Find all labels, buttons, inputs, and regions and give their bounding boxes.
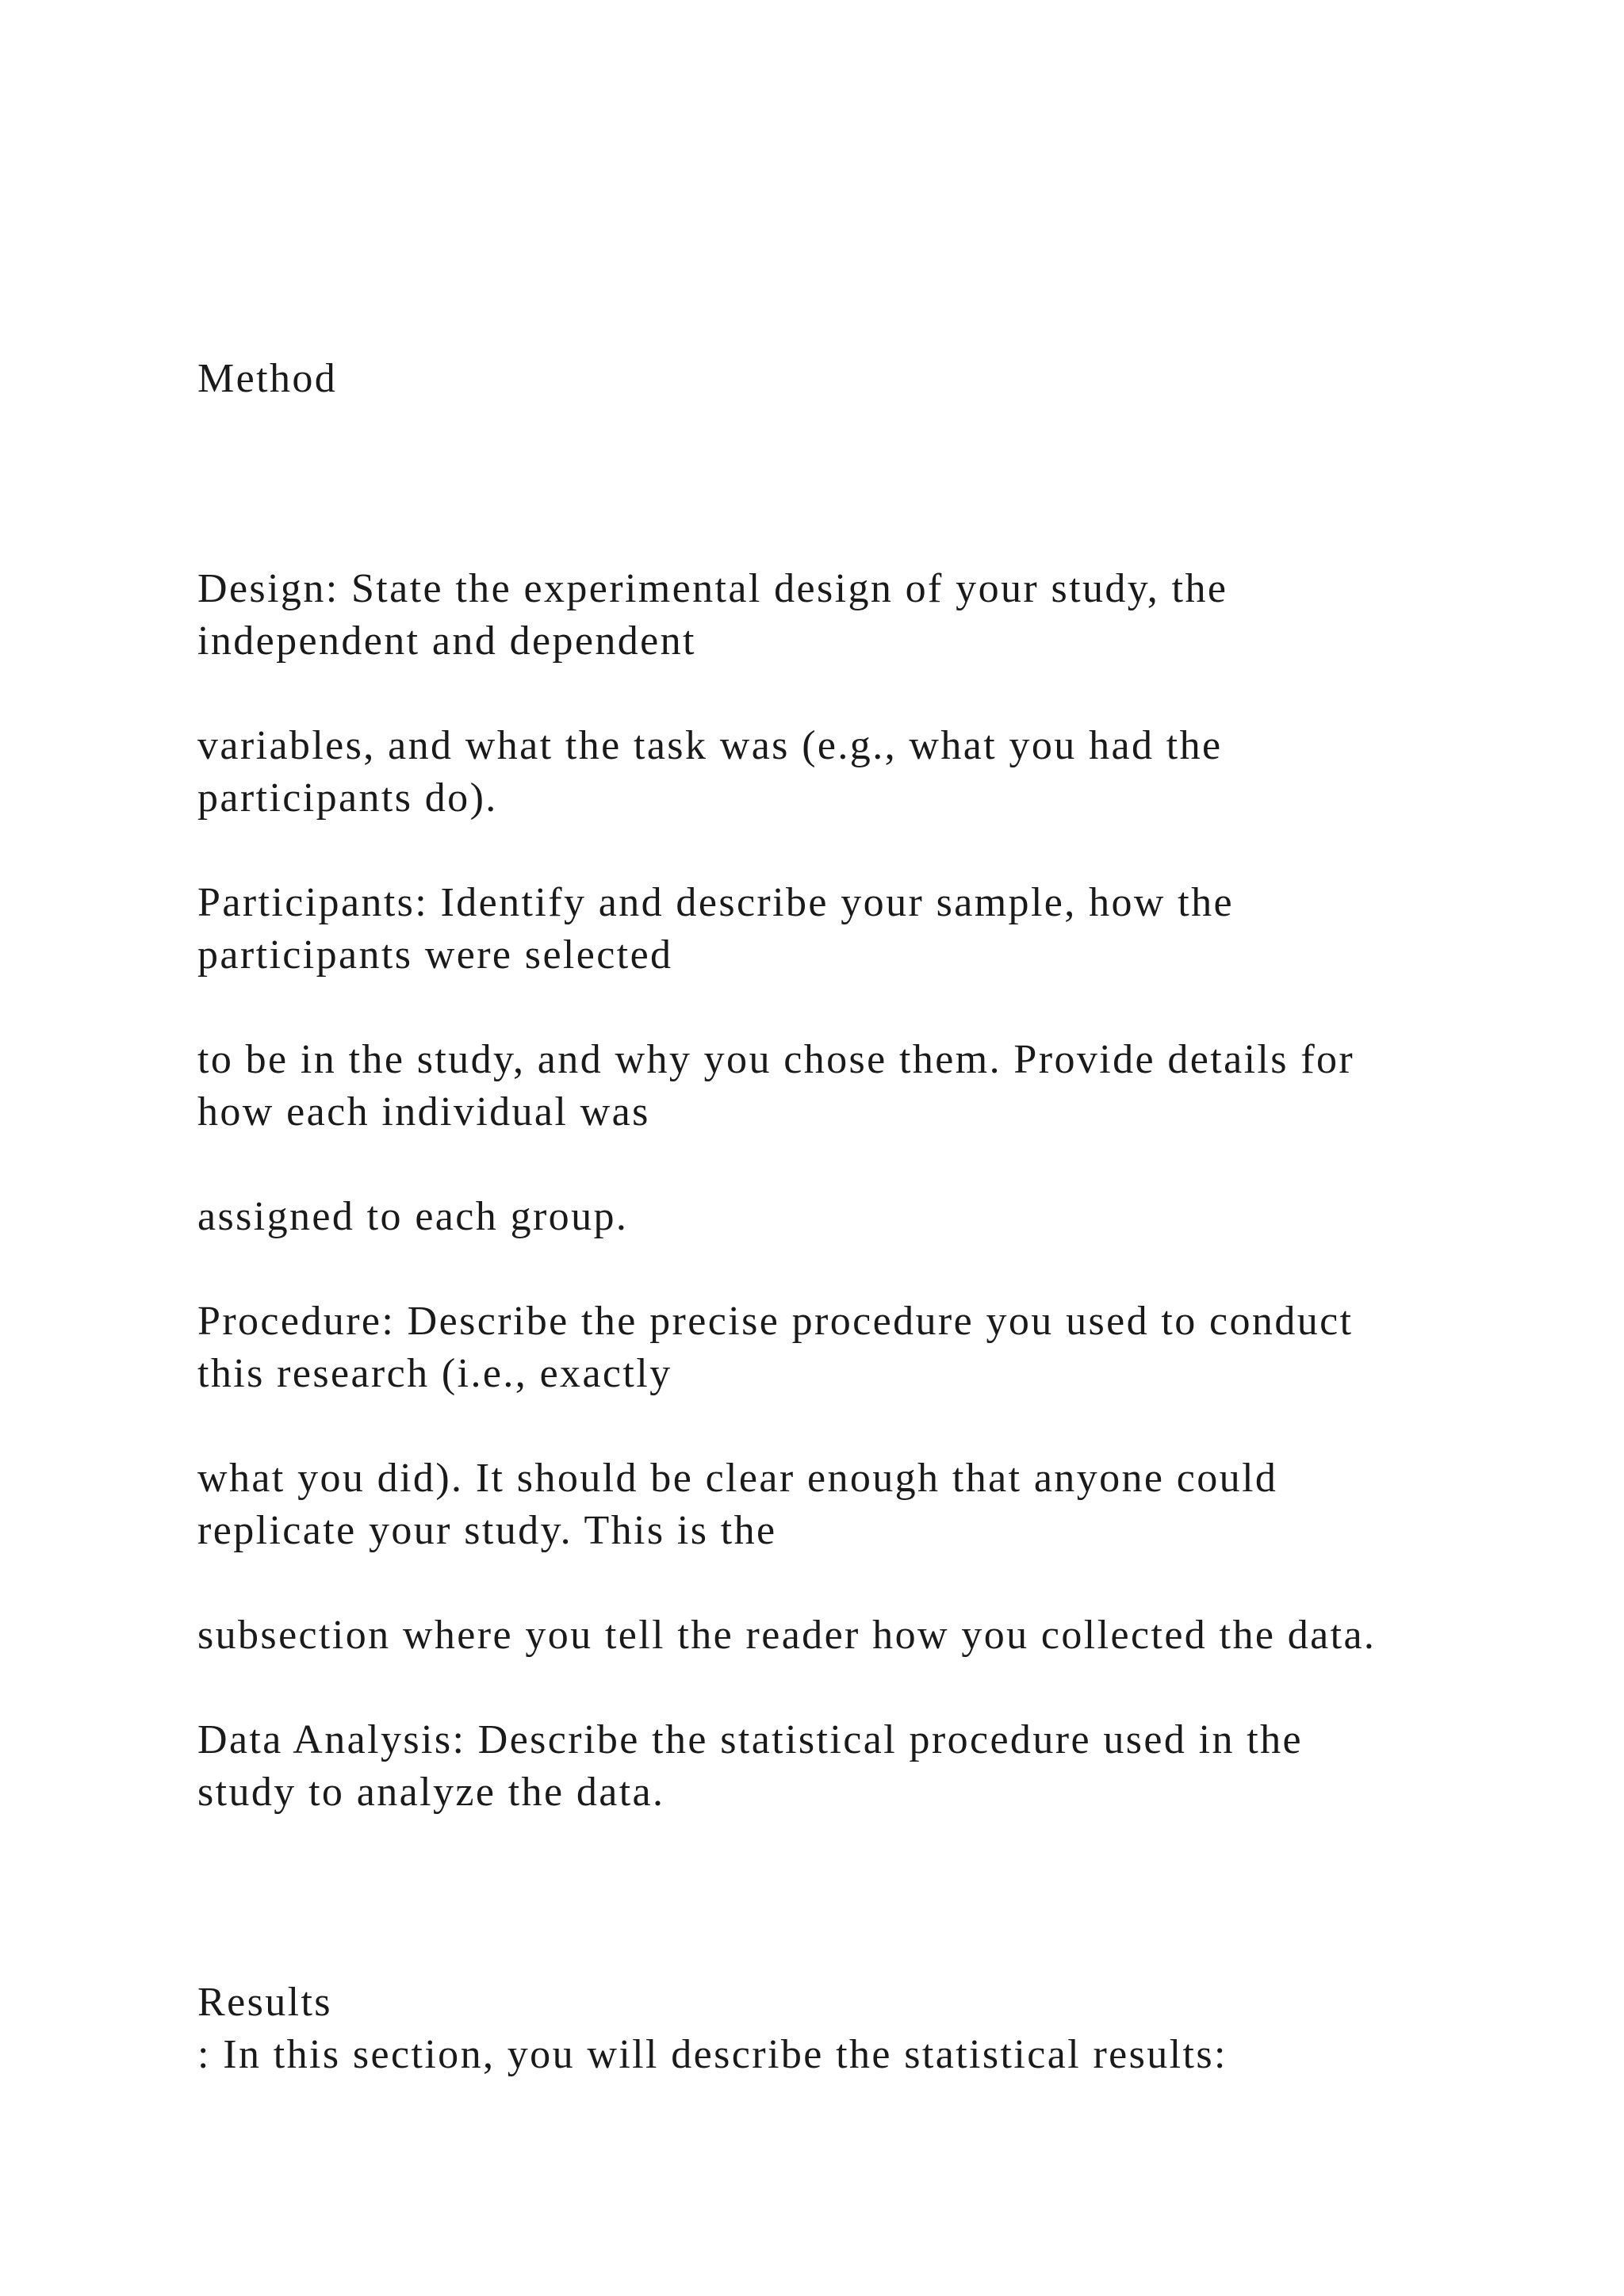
design-line-1: Design: State the experimental design of your study, the — [197, 566, 1228, 611]
method-heading: Method — [197, 356, 338, 401]
data-analysis-line-1: Data Analysis: Describe the statistical procedure used in the — [197, 1717, 1304, 1762]
design-line-4: participants do). — [197, 775, 498, 821]
participants-line-2: participants were selected — [197, 932, 673, 978]
results-heading: Results — [197, 1980, 332, 2025]
participants-line-1: Participants: Identify and describe your sample, how the — [197, 880, 1234, 925]
procedure-line-2: this research (i.e., exactly — [197, 1351, 672, 1396]
procedure-line-3: what you did). It should be clear enough that anyone could — [197, 1456, 1278, 1501]
participants-line-3: to be in the study, and why you chose them. Provide details for — [197, 1037, 1355, 1082]
participants-line-4: how each individual was — [197, 1089, 650, 1135]
procedure-line-5: subsection where you tell the reader how you collected the data. — [197, 1613, 1377, 1658]
participants-line-5: assigned to each group. — [197, 1194, 629, 1239]
data-analysis-line-2: study to analyze the data. — [197, 1770, 665, 1815]
results-intro-line: : In this section, you will describe the statistical results: — [197, 2032, 1228, 2077]
procedure-line-4: replicate your study. This is the — [197, 1508, 777, 1553]
design-line-3: variables, and what the task was (e.g., what you had the — [197, 723, 1223, 768]
procedure-line-1: Procedure: Describe the precise procedure you used to conduct — [197, 1299, 1354, 1344]
design-line-2: independent and dependent — [197, 618, 696, 664]
